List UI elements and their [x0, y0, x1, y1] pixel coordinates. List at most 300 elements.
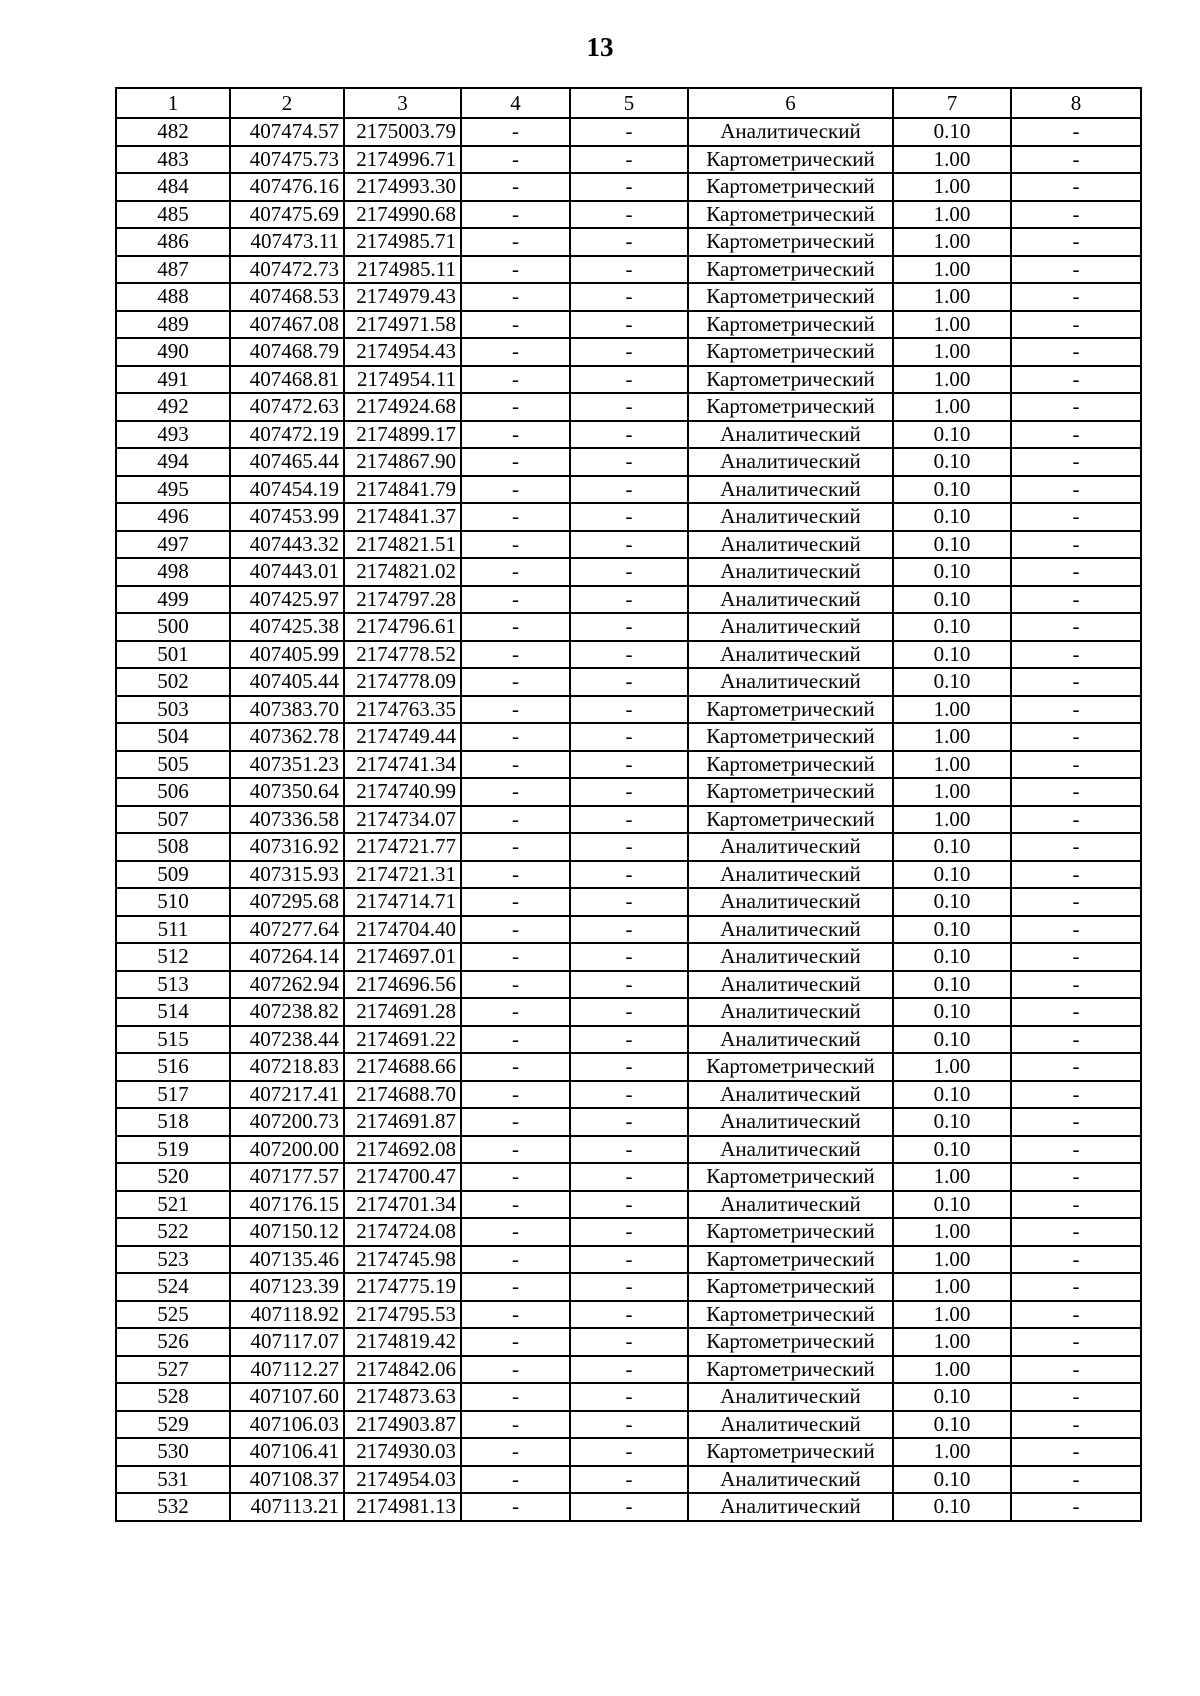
col4-cell: -	[461, 283, 570, 311]
point-number-cell: 505	[116, 751, 230, 779]
point-number-cell: 517	[116, 1081, 230, 1109]
col8-cell: -	[1011, 173, 1141, 201]
x-coordinate-cell: 407454.19	[230, 476, 344, 504]
col5-cell: -	[570, 778, 688, 806]
col5-cell: -	[570, 421, 688, 449]
method-cell: Аналитический	[688, 943, 893, 971]
x-coordinate-cell: 407475.73	[230, 146, 344, 174]
col5-cell: -	[570, 1301, 688, 1329]
method-cell: Аналитический	[688, 998, 893, 1026]
col8-cell: -	[1011, 778, 1141, 806]
point-number-cell: 516	[116, 1053, 230, 1081]
point-number-cell: 526	[116, 1328, 230, 1356]
y-coordinate-cell: 2174704.40	[344, 916, 461, 944]
col5-cell: -	[570, 1411, 688, 1439]
accuracy-cell: 1.00	[893, 1246, 1011, 1274]
y-coordinate-cell: 2174775.19	[344, 1273, 461, 1301]
accuracy-cell: 0.10	[893, 1081, 1011, 1109]
table-row	[116, 833, 1141, 861]
table-row	[116, 1108, 1141, 1136]
col4-cell: -	[461, 586, 570, 614]
point-number-cell: 509	[116, 861, 230, 889]
col5-cell: -	[570, 861, 688, 889]
col8-cell: -	[1011, 531, 1141, 559]
col5-cell: -	[570, 503, 688, 531]
x-coordinate-cell: 407217.41	[230, 1081, 344, 1109]
col8-cell: -	[1011, 1191, 1141, 1219]
point-number-cell: 508	[116, 833, 230, 861]
col5-cell: -	[570, 1163, 688, 1191]
table-row	[116, 1411, 1141, 1439]
method-cell: Аналитический	[688, 448, 893, 476]
y-coordinate-cell: 2174996.71	[344, 146, 461, 174]
method-cell: Аналитический	[688, 1136, 893, 1164]
col4-cell: -	[461, 558, 570, 586]
col5-cell: -	[570, 668, 688, 696]
x-coordinate-cell: 407315.93	[230, 861, 344, 889]
accuracy-cell: 1.00	[893, 806, 1011, 834]
col5-cell: -	[570, 338, 688, 366]
col4-cell: -	[461, 1246, 570, 1274]
point-number-cell: 529	[116, 1411, 230, 1439]
accuracy-cell: 1.00	[893, 311, 1011, 339]
method-cell: Картометрический	[688, 393, 893, 421]
col5-cell: -	[570, 558, 688, 586]
point-number-cell: 486	[116, 228, 230, 256]
col5-cell: -	[570, 888, 688, 916]
accuracy-cell: 0.10	[893, 558, 1011, 586]
col5-cell: -	[570, 641, 688, 669]
accuracy-cell: 1.00	[893, 751, 1011, 779]
accuracy-cell: 1.00	[893, 146, 1011, 174]
table-row	[116, 393, 1141, 421]
table-row	[116, 971, 1141, 999]
col5-cell: -	[570, 1273, 688, 1301]
table-row	[116, 1053, 1141, 1081]
col4-cell: -	[461, 173, 570, 201]
col4-cell: -	[461, 806, 570, 834]
table-row	[116, 751, 1141, 779]
col5-cell: -	[570, 1026, 688, 1054]
method-cell: Картометрический	[688, 778, 893, 806]
y-coordinate-cell: 2174741.34	[344, 751, 461, 779]
col4-cell: -	[461, 641, 570, 669]
table-row	[116, 1191, 1141, 1219]
point-number-cell: 498	[116, 558, 230, 586]
col4-cell: -	[461, 833, 570, 861]
table-row	[116, 943, 1141, 971]
col5-cell: -	[570, 1493, 688, 1521]
col4-cell: -	[461, 1218, 570, 1246]
y-coordinate-cell: 2174819.42	[344, 1328, 461, 1356]
y-coordinate-cell: 2174734.07	[344, 806, 461, 834]
table-row	[116, 1328, 1141, 1356]
method-cell: Аналитический	[688, 421, 893, 449]
col8-cell: -	[1011, 1411, 1141, 1439]
point-number-cell: 482	[116, 118, 230, 146]
point-number-cell: 530	[116, 1438, 230, 1466]
x-coordinate-cell: 407453.99	[230, 503, 344, 531]
y-coordinate-cell: 2174691.28	[344, 998, 461, 1026]
method-cell: Аналитический	[688, 586, 893, 614]
accuracy-cell: 0.10	[893, 861, 1011, 889]
col5-cell: -	[570, 393, 688, 421]
y-coordinate-cell: 2174954.03	[344, 1466, 461, 1494]
column-header: 2	[230, 88, 344, 118]
col5-cell: -	[570, 1191, 688, 1219]
x-coordinate-cell: 407362.78	[230, 723, 344, 751]
method-cell: Аналитический	[688, 503, 893, 531]
col4-cell: -	[461, 1411, 570, 1439]
col8-cell: -	[1011, 1493, 1141, 1521]
x-coordinate-cell: 407135.46	[230, 1246, 344, 1274]
col8-cell: -	[1011, 723, 1141, 751]
accuracy-cell: 0.10	[893, 531, 1011, 559]
y-coordinate-cell: 2174903.87	[344, 1411, 461, 1439]
col5-cell: -	[570, 366, 688, 394]
table-body	[116, 88, 1141, 1521]
method-cell: Аналитический	[688, 1191, 893, 1219]
col4-cell: -	[461, 1328, 570, 1356]
accuracy-cell: 0.10	[893, 1466, 1011, 1494]
accuracy-cell: 0.10	[893, 1191, 1011, 1219]
col8-cell: -	[1011, 558, 1141, 586]
table-row	[116, 806, 1141, 834]
accuracy-cell: 1.00	[893, 1163, 1011, 1191]
col5-cell: -	[570, 146, 688, 174]
y-coordinate-cell: 2174842.06	[344, 1356, 461, 1384]
accuracy-cell: 1.00	[893, 338, 1011, 366]
col4-cell: -	[461, 1301, 570, 1329]
x-coordinate-cell: 407472.63	[230, 393, 344, 421]
table-row	[116, 311, 1141, 339]
col4-cell: -	[461, 696, 570, 724]
method-cell: Аналитический	[688, 613, 893, 641]
accuracy-cell: 0.10	[893, 1108, 1011, 1136]
y-coordinate-cell: 2174778.09	[344, 668, 461, 696]
point-number-cell: 495	[116, 476, 230, 504]
method-cell: Аналитический	[688, 1081, 893, 1109]
table-row	[116, 256, 1141, 284]
col8-cell: -	[1011, 888, 1141, 916]
table-row	[116, 613, 1141, 641]
method-cell: Картометрический	[688, 1301, 893, 1329]
table-row	[116, 173, 1141, 201]
y-coordinate-cell: 2174841.37	[344, 503, 461, 531]
table-row	[116, 421, 1141, 449]
table-row	[116, 1026, 1141, 1054]
col8-cell: -	[1011, 833, 1141, 861]
method-cell: Аналитический	[688, 1383, 893, 1411]
table-row	[116, 283, 1141, 311]
col5-cell: -	[570, 476, 688, 504]
col8-cell: -	[1011, 448, 1141, 476]
col5-cell: -	[570, 256, 688, 284]
y-coordinate-cell: 2174924.68	[344, 393, 461, 421]
col5-cell: -	[570, 613, 688, 641]
accuracy-cell: 0.10	[893, 1136, 1011, 1164]
col5-cell: -	[570, 448, 688, 476]
table-row	[116, 586, 1141, 614]
x-coordinate-cell: 407405.44	[230, 668, 344, 696]
accuracy-cell: 0.10	[893, 421, 1011, 449]
y-coordinate-cell: 2174990.68	[344, 201, 461, 229]
col5-cell: -	[570, 311, 688, 339]
accuracy-cell: 1.00	[893, 1301, 1011, 1329]
accuracy-cell: 0.10	[893, 476, 1011, 504]
method-cell: Картометрический	[688, 283, 893, 311]
column-header: 4	[461, 88, 570, 118]
x-coordinate-cell: 407316.92	[230, 833, 344, 861]
y-coordinate-cell: 2174763.35	[344, 696, 461, 724]
col5-cell: -	[570, 1466, 688, 1494]
col5-cell: -	[570, 943, 688, 971]
x-coordinate-cell: 407264.14	[230, 943, 344, 971]
col4-cell: -	[461, 888, 570, 916]
y-coordinate-cell: 2174691.87	[344, 1108, 461, 1136]
accuracy-cell: 1.00	[893, 696, 1011, 724]
method-cell: Картометрический	[688, 696, 893, 724]
col4-cell: -	[461, 668, 570, 696]
col4-cell: -	[461, 1081, 570, 1109]
col4-cell: -	[461, 943, 570, 971]
x-coordinate-cell: 407238.44	[230, 1026, 344, 1054]
y-coordinate-cell: 2174821.51	[344, 531, 461, 559]
col5-cell: -	[570, 723, 688, 751]
col8-cell: -	[1011, 393, 1141, 421]
col5-cell: -	[570, 751, 688, 779]
method-cell: Картометрический	[688, 311, 893, 339]
table-row	[116, 1466, 1141, 1494]
accuracy-cell: 0.10	[893, 613, 1011, 641]
accuracy-cell: 0.10	[893, 503, 1011, 531]
point-number-cell: 524	[116, 1273, 230, 1301]
x-coordinate-cell: 407350.64	[230, 778, 344, 806]
method-cell: Аналитический	[688, 118, 893, 146]
method-cell: Картометрический	[688, 1246, 893, 1274]
x-coordinate-cell: 407405.99	[230, 641, 344, 669]
table-row	[116, 448, 1141, 476]
point-number-cell: 484	[116, 173, 230, 201]
col5-cell: -	[570, 1328, 688, 1356]
point-number-cell: 507	[116, 806, 230, 834]
col5-cell: -	[570, 916, 688, 944]
col5-cell: -	[570, 1136, 688, 1164]
x-coordinate-cell: 407113.21	[230, 1493, 344, 1521]
col8-cell: -	[1011, 1136, 1141, 1164]
col5-cell: -	[570, 1383, 688, 1411]
accuracy-cell: 1.00	[893, 723, 1011, 751]
col5-cell: -	[570, 998, 688, 1026]
x-coordinate-cell: 407295.68	[230, 888, 344, 916]
col4-cell: -	[461, 1053, 570, 1081]
point-number-cell: 493	[116, 421, 230, 449]
x-coordinate-cell: 407117.07	[230, 1328, 344, 1356]
point-number-cell: 510	[116, 888, 230, 916]
x-coordinate-cell: 407443.01	[230, 558, 344, 586]
col4-cell: -	[461, 1356, 570, 1384]
col8-cell: -	[1011, 1383, 1141, 1411]
table-row	[116, 861, 1141, 889]
col4-cell: -	[461, 393, 570, 421]
col5-cell: -	[570, 1438, 688, 1466]
x-coordinate-cell: 407473.11	[230, 228, 344, 256]
y-coordinate-cell: 2174691.22	[344, 1026, 461, 1054]
point-number-cell: 499	[116, 586, 230, 614]
accuracy-cell: 1.00	[893, 283, 1011, 311]
accuracy-cell: 0.10	[893, 668, 1011, 696]
col4-cell: -	[461, 971, 570, 999]
col8-cell: -	[1011, 311, 1141, 339]
point-number-cell: 485	[116, 201, 230, 229]
y-coordinate-cell: 2174700.47	[344, 1163, 461, 1191]
y-coordinate-cell: 2174795.53	[344, 1301, 461, 1329]
y-coordinate-cell: 2174721.77	[344, 833, 461, 861]
point-number-cell: 494	[116, 448, 230, 476]
col4-cell: -	[461, 1383, 570, 1411]
col8-cell: -	[1011, 366, 1141, 394]
y-coordinate-cell: 2174899.17	[344, 421, 461, 449]
col5-cell: -	[570, 1218, 688, 1246]
method-cell: Картометрический	[688, 1273, 893, 1301]
x-coordinate-cell: 407476.16	[230, 173, 344, 201]
x-coordinate-cell: 407475.69	[230, 201, 344, 229]
point-number-cell: 503	[116, 696, 230, 724]
col4-cell: -	[461, 778, 570, 806]
col5-cell: -	[570, 1246, 688, 1274]
y-coordinate-cell: 2174696.56	[344, 971, 461, 999]
column-header: 8	[1011, 88, 1141, 118]
x-coordinate-cell: 407425.38	[230, 613, 344, 641]
y-coordinate-cell: 2174749.44	[344, 723, 461, 751]
y-coordinate-cell: 2174714.71	[344, 888, 461, 916]
table-row	[116, 641, 1141, 669]
method-cell: Аналитический	[688, 833, 893, 861]
col4-cell: -	[461, 861, 570, 889]
point-number-cell: 500	[116, 613, 230, 641]
accuracy-cell: 1.00	[893, 228, 1011, 256]
x-coordinate-cell: 407277.64	[230, 916, 344, 944]
col8-cell: -	[1011, 613, 1141, 641]
table-row	[116, 916, 1141, 944]
col8-cell: -	[1011, 1081, 1141, 1109]
x-coordinate-cell: 407107.60	[230, 1383, 344, 1411]
point-number-cell: 522	[116, 1218, 230, 1246]
y-coordinate-cell: 2174867.90	[344, 448, 461, 476]
point-number-cell: 502	[116, 668, 230, 696]
col8-cell: -	[1011, 421, 1141, 449]
coordinates-table	[115, 87, 1142, 1522]
column-header: 7	[893, 88, 1011, 118]
col8-cell: -	[1011, 943, 1141, 971]
accuracy-cell: 0.10	[893, 1383, 1011, 1411]
x-coordinate-cell: 407383.70	[230, 696, 344, 724]
col8-cell: -	[1011, 1026, 1141, 1054]
y-coordinate-cell: 2174797.28	[344, 586, 461, 614]
table-row	[116, 1383, 1141, 1411]
col4-cell: -	[461, 1136, 570, 1164]
x-coordinate-cell: 407176.15	[230, 1191, 344, 1219]
y-coordinate-cell: 2174796.61	[344, 613, 461, 641]
col5-cell: -	[570, 173, 688, 201]
accuracy-cell: 0.10	[893, 641, 1011, 669]
col8-cell: -	[1011, 1273, 1141, 1301]
x-coordinate-cell: 407106.41	[230, 1438, 344, 1466]
method-cell: Аналитический	[688, 861, 893, 889]
col8-cell: -	[1011, 201, 1141, 229]
point-number-cell: 497	[116, 531, 230, 559]
table-row	[116, 338, 1141, 366]
col4-cell: -	[461, 228, 570, 256]
table-row	[116, 668, 1141, 696]
point-number-cell: 492	[116, 393, 230, 421]
col4-cell: -	[461, 723, 570, 751]
col5-cell: -	[570, 201, 688, 229]
point-number-cell: 491	[116, 366, 230, 394]
x-coordinate-cell: 407112.27	[230, 1356, 344, 1384]
col4-cell: -	[461, 751, 570, 779]
table-row	[116, 696, 1141, 724]
x-coordinate-cell: 407177.57	[230, 1163, 344, 1191]
y-coordinate-cell: 2174954.11	[344, 366, 461, 394]
point-number-cell: 490	[116, 338, 230, 366]
col5-cell: -	[570, 118, 688, 146]
method-cell: Аналитический	[688, 1108, 893, 1136]
method-cell: Картометрический	[688, 723, 893, 751]
method-cell: Аналитический	[688, 1411, 893, 1439]
x-coordinate-cell: 407468.81	[230, 366, 344, 394]
point-number-cell: 501	[116, 641, 230, 669]
accuracy-cell: 1.00	[893, 366, 1011, 394]
accuracy-cell: 0.10	[893, 888, 1011, 916]
col5-cell: -	[570, 228, 688, 256]
y-coordinate-cell: 2174778.52	[344, 641, 461, 669]
point-number-cell: 525	[116, 1301, 230, 1329]
accuracy-cell: 1.00	[893, 173, 1011, 201]
col4-cell: -	[461, 146, 570, 174]
col8-cell: -	[1011, 1108, 1141, 1136]
point-number-cell: 519	[116, 1136, 230, 1164]
accuracy-cell: 0.10	[893, 1411, 1011, 1439]
accuracy-cell: 0.10	[893, 118, 1011, 146]
col8-cell: -	[1011, 118, 1141, 146]
method-cell: Картометрический	[688, 228, 893, 256]
point-number-cell: 521	[116, 1191, 230, 1219]
col8-cell: -	[1011, 998, 1141, 1026]
col5-cell: -	[570, 1053, 688, 1081]
y-coordinate-cell: 2174930.03	[344, 1438, 461, 1466]
method-cell: Картометрический	[688, 1356, 893, 1384]
point-number-cell: 489	[116, 311, 230, 339]
x-coordinate-cell: 407425.97	[230, 586, 344, 614]
col8-cell: -	[1011, 668, 1141, 696]
point-number-cell: 514	[116, 998, 230, 1026]
method-cell: Картометрический	[688, 173, 893, 201]
accuracy-cell: 0.10	[893, 916, 1011, 944]
y-coordinate-cell: 2174724.08	[344, 1218, 461, 1246]
y-coordinate-cell: 2174697.01	[344, 943, 461, 971]
method-cell: Аналитический	[688, 1466, 893, 1494]
point-number-cell: 523	[116, 1246, 230, 1274]
x-coordinate-cell: 407108.37	[230, 1466, 344, 1494]
y-coordinate-cell: 2174688.66	[344, 1053, 461, 1081]
method-cell: Аналитический	[688, 916, 893, 944]
accuracy-cell: 1.00	[893, 778, 1011, 806]
col8-cell: -	[1011, 751, 1141, 779]
col4-cell: -	[461, 503, 570, 531]
table-row	[116, 1301, 1141, 1329]
table-row	[116, 1081, 1141, 1109]
